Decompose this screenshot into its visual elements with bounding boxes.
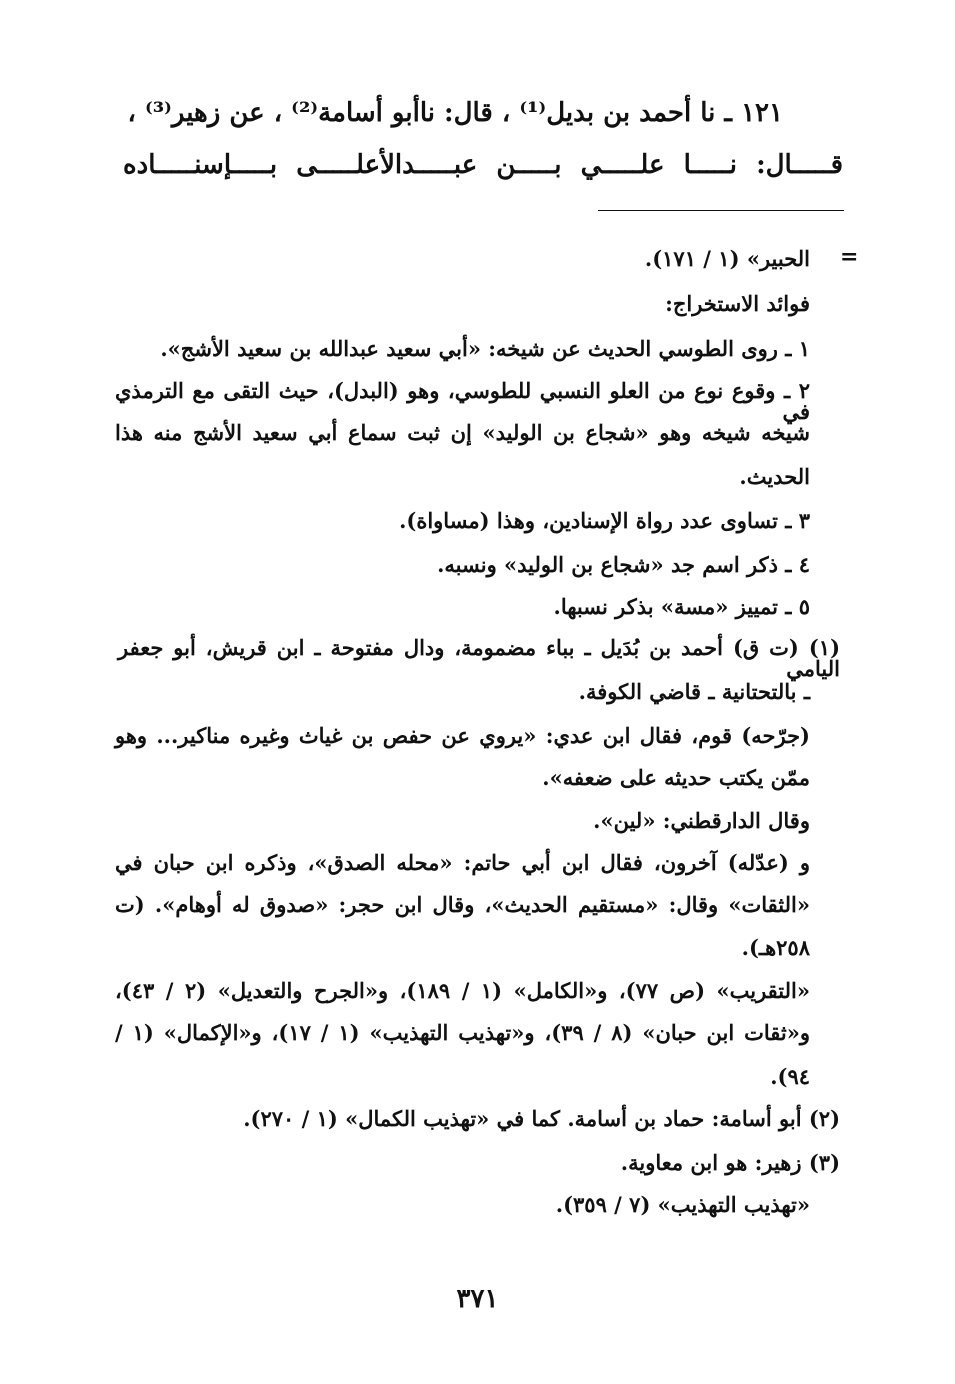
footnote-1-line-10: و«ثقات ابن حبان» (٨ / ٣٩)، و«تهذيب التهذيب» (١ / ١٧)، و«الإكمال» (١ / xyxy=(115,1020,810,1045)
footnote-separator xyxy=(598,210,844,211)
footnote-1-line-4: ممّن يكتب حديثه على ضعفه». xyxy=(542,765,810,790)
footnote-3-line-2: «تهذيب التهذيب» (٧ / ٣٥٩). xyxy=(555,1192,810,1217)
benefit-4: ٤ ـ ذكر اسم جد «شجاع بن الوليد» ونسبه. xyxy=(437,552,810,577)
footnote-1-line-5: وقال الدارقطني: «لين». xyxy=(593,808,810,833)
benefit-2-line-2: شيخه شيخه وهو «شجاع بن الوليد» إن ثبت سماع أبي سعيد الأشج منه هذا xyxy=(115,420,810,445)
footnote-1-line-8: ٢٥٨هـ). xyxy=(741,935,810,960)
page-number: ٣٧١ xyxy=(456,1284,499,1314)
footnote-2: (٢) أبو أسامة: حماد بن أسامة. كما في «تهذيب الكمال» (١ / ٢٧٠). xyxy=(243,1106,840,1131)
benefit-3: ٣ ـ تساوى عدد رواة الإسنادين، وهذا (مساواة). xyxy=(399,508,810,533)
main-text-line-1: ١٢١ ـ نا أحمد بن بديل⁽¹⁾ ، قال: ناأبو أسامة⁽²⁾ ، عن زهير⁽³⁾ ، xyxy=(127,98,783,128)
benefit-1: ١ ـ روى الطوسي الحديث عن شيخه: «أبي سعيد عبدالله بن سعيد الأشج». xyxy=(160,336,810,361)
benefit-2-line-3: الحديث. xyxy=(739,464,810,489)
continuation-line: الحبير» (١ / ١٧١). xyxy=(644,246,810,271)
footnote-1-line-7: «الثقات» وقال: «مستقيم الحديث»، وقال ابن حجر: «صدوق له أوهام». (ت xyxy=(115,892,810,917)
footnote-1-line-2: ـ بالتحتانية ـ قاضي الكوفة. xyxy=(578,679,810,704)
benefit-2-line-1: ٢ ـ وقوع نوع من العلو النسبي للطوسي، وهو (البدل)، حيث التقى مع الترمذي في xyxy=(115,378,810,424)
footnote-1-line-11: ٩٤). xyxy=(770,1064,810,1089)
benefits-heading: فوائد الاستخراج: xyxy=(665,291,810,316)
benefit-5: ٥ ـ تمييز «مسة» بذكر نسبها. xyxy=(553,594,810,619)
footnote-1-line-1: (١) (ت ق) أحمد بن بُدَيل ـ بباء مضمومة، ودال مفتوحة ـ ابن قريش، أبو جعفر اليامي xyxy=(118,635,840,681)
footnote-1-line-6: و (عدّله) آخرون، فقال ابن أبي حاتم: «محله الصدق»، وذكره ابن حبان في xyxy=(115,850,810,875)
main-text-line-2: قـــــال: نـــــا علـــــي بـــــن عبـــــدالأعلـــــى بـــــإسنـــــاده xyxy=(123,150,843,180)
continuation-mark: = xyxy=(840,244,859,270)
footnote-3-line-1: (٣) زهير: هو ابن معاوية. xyxy=(620,1150,840,1175)
footnote-1-line-9: «التقريب» (ص ٧٧)، و«الكامل» (١ / ١٨٩)، و«الجرح والتعديل» (٢ / ٤٣)، xyxy=(115,978,811,1003)
footnote-1-line-3: (جرّحه) قوم، فقال ابن عدي: «يروي عن حفص بن غياث وغيره مناكير... وهو xyxy=(115,723,810,748)
